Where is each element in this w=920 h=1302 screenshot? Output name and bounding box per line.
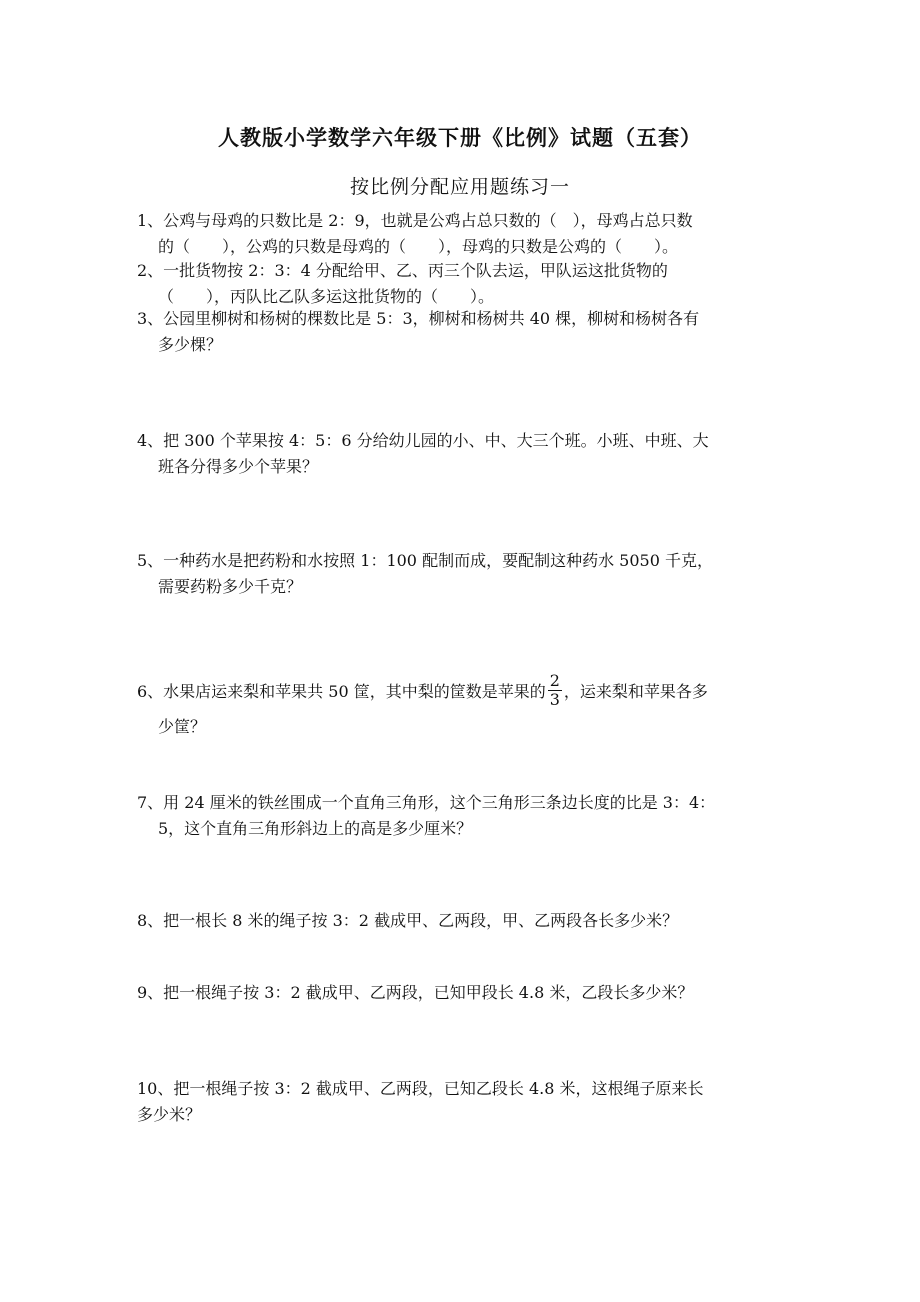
- page-title: 人教版小学数学六年级下册《比例》试题（五套）: [218, 125, 702, 150]
- question-line: 1、公鸡与母鸡的只数比是 2：9，也就是公鸡占总只数的（ ），母鸡占总只数: [137, 211, 693, 230]
- question-3: [137, 306, 797, 358]
- question-line: 需要药粉多少千克？: [158, 577, 303, 596]
- question-line: 班各分得多少个苹果？: [158, 457, 319, 476]
- question-line: （ ），丙队比乙队多运这批货物的（ ）。: [158, 287, 495, 306]
- fraction-denominator: 3: [549, 690, 560, 709]
- question-1: [137, 208, 797, 260]
- question-line: 8、把一根长 8 米的绳子按 3：2 截成甲、乙两段，甲、乙两段各长多少米？: [137, 911, 679, 930]
- question-8: [137, 908, 797, 934]
- section-subtitle: 按比例分配应用题练习一: [349, 176, 570, 198]
- question-text: ，运来梨和苹果各多: [563, 682, 708, 701]
- question-line: 5、一种药水是把药粉和水按照 1：100 配制而成，要配制这种药水 5050 千克，: [137, 551, 713, 570]
- question-10: [137, 1076, 797, 1128]
- fraction-numerator: 2: [549, 671, 560, 690]
- question-line: 3、公园里柳树和杨树的棵数比是 5：3，柳树和杨树共 40 棵，柳树和杨树各有: [137, 309, 700, 328]
- question-7: [137, 790, 797, 842]
- question-line: 2、一批货物按 2：3：4 分配给甲、乙、丙三个队去运，甲队运这批货物的: [137, 261, 668, 280]
- question-line: 多少棵？: [158, 335, 223, 354]
- question-line: 多少米？: [137, 1105, 202, 1124]
- question-text: 6、水果店运来梨和苹果共 50 筐，其中梨的筐数是苹果的: [137, 682, 546, 701]
- question-6: [137, 672, 797, 740]
- question-9: [137, 980, 797, 1006]
- question-line: 5，这个直角三角形斜边上的高是多少厘米？: [158, 819, 473, 838]
- question-line: 的（ ），公鸡的只数是母鸡的（ ），母鸡的只数是公鸡的（ ）。: [158, 237, 679, 256]
- question-line: 10、把一根绳子按 3：2 截成甲、乙两段，已知乙段长 4.8 米，这根绳子原来长: [137, 1079, 704, 1098]
- question-line: 7、用 24 厘米的铁丝围成一个直角三角形，这个三角形三条边长度的比是 3：4：: [137, 793, 716, 812]
- question-line: 4、把 300 个苹果按 4：5：6 分给幼儿园的小、中、大三个班。小班、中班、大: [137, 431, 709, 450]
- question-line: 少筐？: [158, 717, 207, 736]
- question-2: [137, 258, 797, 310]
- question-line: [137, 672, 797, 712]
- question-line: 9、把一根绳子按 3：2 截成甲、乙两段，已知甲段长 4.8 米，乙段长多少米？: [137, 983, 694, 1002]
- fraction: [548, 672, 562, 709]
- question-4: [137, 428, 797, 480]
- question-5: [137, 548, 797, 600]
